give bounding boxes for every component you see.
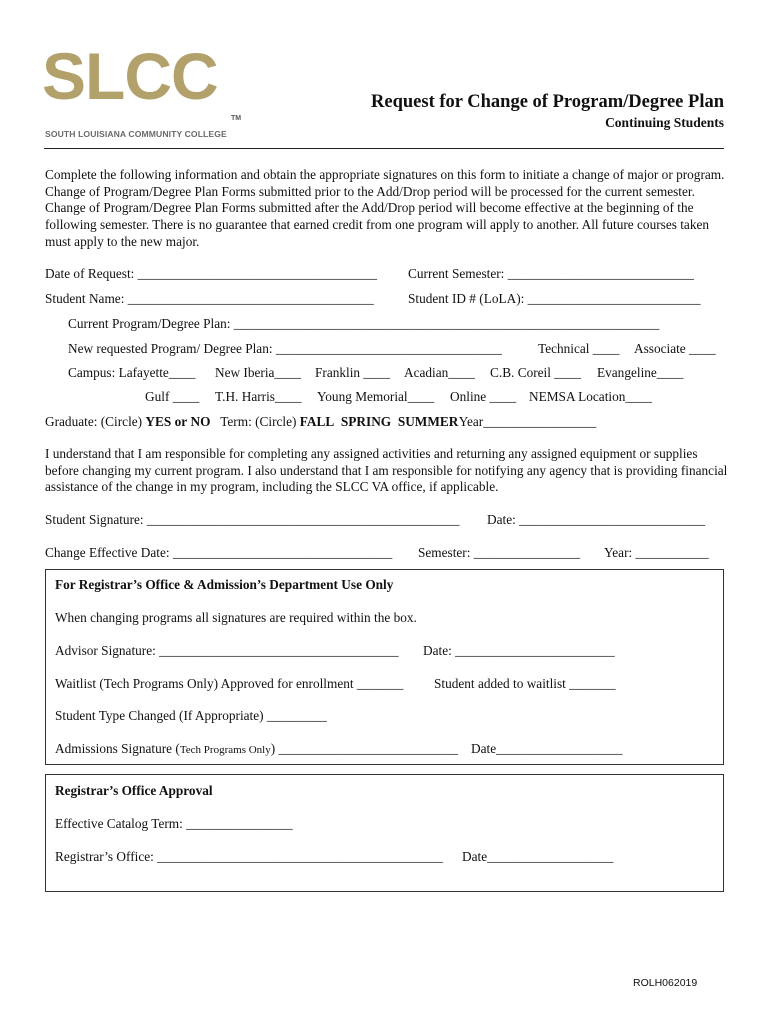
campus-acadian[interactable]: Acadian____ [404, 365, 475, 380]
semester-field[interactable]: Semester: ________________ [418, 545, 581, 560]
form-subtitle: Continuing Students [605, 115, 724, 130]
date-of-request-field[interactable]: Date of Request: ____________________________________ [45, 266, 378, 281]
waitlist-approved-field[interactable]: Waitlist (Tech Programs Only) Approved for enrollment _______ [55, 676, 404, 691]
term-label: Term: (Circle) [220, 414, 297, 429]
graduate-label: Graduate: (Circle) [45, 414, 143, 429]
registrar-approval-heading: Registrar’s Office Approval [55, 783, 213, 798]
registrar-date-field[interactable]: Date___________________ [462, 849, 614, 864]
term-spring[interactable]: SPRING [340, 414, 392, 429]
term-fall[interactable]: FALL [299, 414, 335, 429]
campus-th-harris[interactable]: T.H. Harris____ [215, 389, 302, 404]
graduate-yes[interactable]: YES [145, 414, 172, 429]
associate-option[interactable]: Associate ____ [634, 341, 716, 356]
change-effective-date-field[interactable]: Change Effective Date: _________________________________ [45, 545, 393, 560]
term-summer[interactable]: SUMMER [397, 414, 459, 429]
campus-online[interactable]: Online ____ [450, 389, 517, 404]
registrar-admission-heading: For Registrar’s Office & Admission’s Department Use Only [55, 577, 394, 592]
college-name: SOUTH LOUISIANA COMMUNITY COLLEGE [45, 129, 227, 139]
trademark-mark: TM [231, 115, 242, 122]
new-program-field[interactable]: New requested Program/ Degree Plan: __________________________________ [68, 341, 502, 356]
graduate-or: or [174, 414, 188, 429]
campus-cb-coreil[interactable]: C.B. Coreil ____ [490, 365, 581, 380]
admissions-line: ) ___________________________ [270, 741, 458, 756]
form-code: ROLH062019 [633, 977, 698, 989]
student-id-field[interactable]: Student ID # (LoLA): __________________________ [408, 291, 701, 306]
campus-new-iberia[interactable]: New Iberia____ [215, 365, 302, 380]
admissions-label: Admissions Signature ( [55, 741, 180, 756]
current-semester-field[interactable]: Current Semester: ____________________________ [408, 266, 694, 281]
slcc-logo: SLCC [42, 39, 218, 113]
header-divider [44, 148, 724, 149]
campus-evangeline[interactable]: Evangeline____ [597, 365, 684, 380]
advisor-date-field[interactable]: Date: ________________________ [423, 643, 615, 658]
campus-franklin[interactable]: Franklin ____ [315, 365, 390, 380]
waitlist-added-field[interactable]: Student added to waitlist _______ [434, 676, 616, 691]
catalog-term-field[interactable]: Effective Catalog Term: ________________ [55, 816, 293, 831]
signatures-note: When changing programs all signatures are required within the box. [55, 610, 417, 625]
registrar-admission-box [45, 569, 724, 765]
registrar-office-field[interactable]: Registrar’s Office: ___________________________________________ [55, 849, 444, 864]
student-name-field[interactable]: Student Name: _____________________________________ [45, 291, 374, 306]
technical-option[interactable]: Technical ____ [538, 341, 620, 356]
intro-paragraph: Complete the following information and obtain the appropriate signatures on this form to initiate a change of major or program. Change of Program/Degree Plan Forms submitted prior to the Add/Drop period will be processed for the current semester. Change of Program/Degree Plan Forms submitted after the Add/Drop period will become effective at the beginning of the following semester. There is no guarantee that earned credit from one program will apply to another. All future courses taken must apply to the new major. [45, 167, 725, 249]
graduate-line [45, 414, 596, 430]
advisor-signature-field[interactable]: Advisor Signature: ____________________________________ [55, 643, 399, 658]
admissions-small-note: Tech Programs Only [179, 744, 271, 756]
admissions-signature-field[interactable] [55, 741, 458, 757]
acknowledgement-paragraph: I understand that I am responsible for completing any assigned activities and returning any assigned equipment or supplies before changing my current program. I also understand that I am responsible for notifying any agency that is providing financial assistance of the change in my program, including the SLCC VA office, if applicable. [45, 446, 728, 495]
current-program-field[interactable]: Current Program/Degree Plan: ________________________________________________________________ [68, 316, 660, 331]
year-field-2[interactable]: Year: ___________ [604, 545, 709, 560]
student-signature-field[interactable]: Student Signature: _______________________________________________ [45, 512, 460, 527]
form-title: Request for Change of Program/Degree Plan [371, 92, 724, 112]
graduate-no[interactable]: NO [190, 414, 211, 429]
campus-gulf[interactable]: Gulf ____ [145, 389, 200, 404]
student-type-field[interactable]: Student Type Changed (If Appropriate) _________ [55, 708, 327, 723]
campus-young-memorial[interactable]: Young Memorial____ [317, 389, 435, 404]
year-field[interactable]: Year_________________ [458, 414, 597, 429]
campus-lafayette[interactable]: Campus: Lafayette____ [68, 365, 196, 380]
campus-nemsa[interactable]: NEMSA Location____ [529, 389, 652, 404]
admissions-date-field[interactable]: Date___________________ [471, 741, 623, 756]
signature-date-field[interactable]: Date: ____________________________ [487, 512, 706, 527]
